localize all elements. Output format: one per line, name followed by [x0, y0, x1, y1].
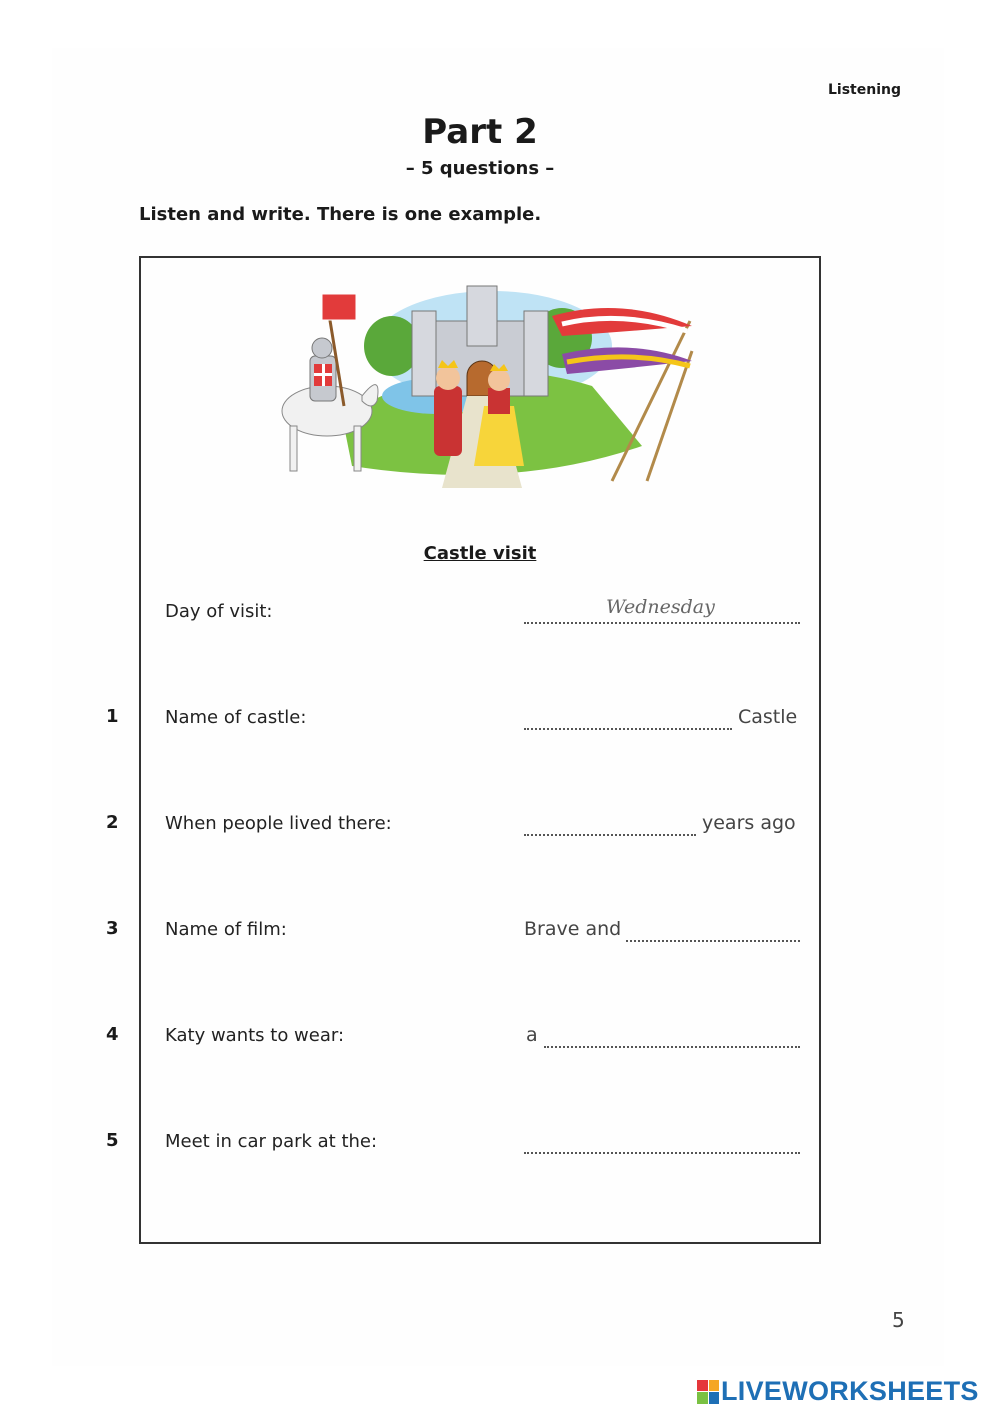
row-label: Name of castle:: [165, 707, 307, 728]
castle-scene-icon: [262, 276, 700, 488]
answer-line[interactable]: [524, 834, 696, 836]
instruction-text: Listen and write. There is one example.: [139, 204, 542, 225]
row-label: Katy wants to wear:: [165, 1025, 345, 1046]
answer-line[interactable]: [524, 1152, 800, 1154]
answer-line[interactable]: [626, 940, 800, 942]
answer-prefix: Brave and: [524, 918, 622, 940]
answer-line[interactable]: [524, 728, 732, 730]
liveworksheets-brand[interactable]: [697, 1376, 979, 1407]
question-number: 1: [106, 706, 119, 727]
part-subtitle: – 5 questions –: [405, 158, 555, 179]
brand-text: LIVEWORKSHEETS: [721, 1376, 979, 1406]
question-number: 2: [106, 812, 119, 833]
answer-line[interactable]: [544, 1046, 800, 1048]
answer-area-3[interactable]: [524, 914, 800, 944]
liveworksheets-logo-icon: [697, 1380, 719, 1404]
row-label: When people lived there:: [165, 813, 392, 834]
page-number: 5: [892, 1308, 905, 1332]
answer-prefix: a: [526, 1024, 538, 1046]
answer-suffix: years ago: [702, 812, 796, 834]
form-title: Castle visit: [423, 543, 537, 564]
answer-line: [524, 622, 800, 624]
answer-area-4[interactable]: [524, 1020, 800, 1050]
part-title: Part 2: [422, 112, 538, 152]
row-label: Day of visit:: [165, 601, 273, 622]
answer-area-5[interactable]: [524, 1126, 800, 1156]
answer-area-2[interactable]: [524, 808, 800, 838]
question-number: 4: [106, 1024, 119, 1045]
question-number: 5: [106, 1130, 119, 1151]
example-answer: Wednesday: [606, 596, 715, 618]
answer-suffix: Castle: [738, 706, 798, 728]
row-label: Meet in car park at the:: [165, 1131, 378, 1152]
row-label: Name of film:: [165, 919, 287, 940]
section-label: Listening: [828, 82, 901, 98]
answer-area-1[interactable]: [524, 702, 800, 732]
question-number: 3: [106, 918, 119, 939]
example-answer-area: [524, 596, 800, 626]
